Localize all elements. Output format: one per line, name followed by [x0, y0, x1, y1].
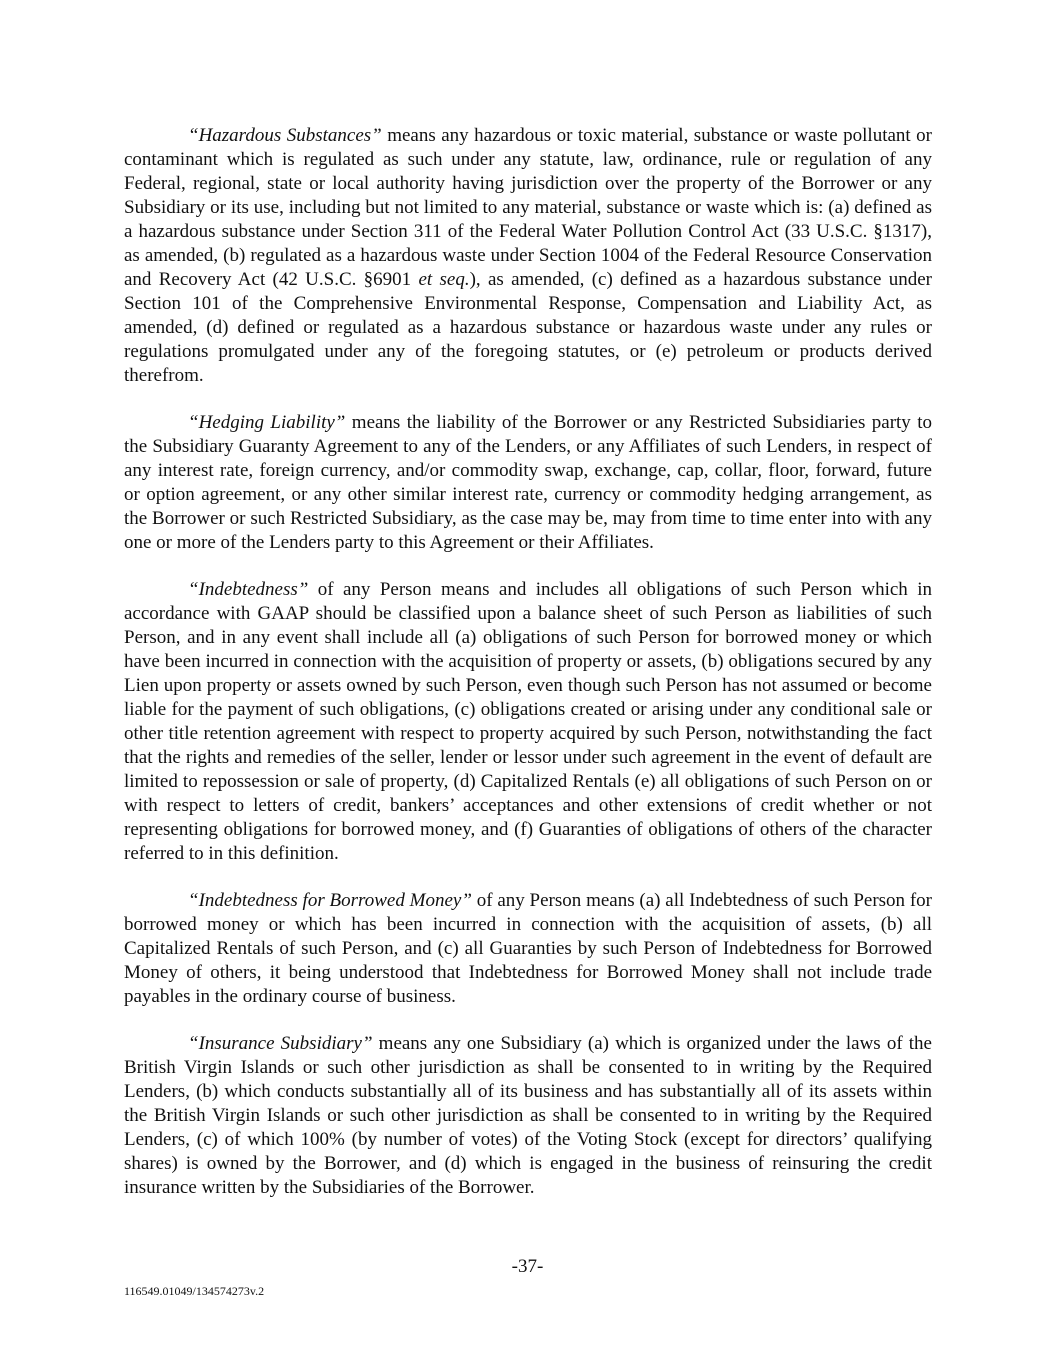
definition-hedging-liability — [124, 411, 932, 555]
definition-indebtedness-for-borrowed-money — [124, 889, 932, 1009]
page-number: -37- — [511, 1256, 544, 1277]
definition-indebtedness — [124, 578, 932, 866]
definition-text: ), as amended, (c) defined as a hazardous substance under Section 101 of the Comprehensive Environmental Response, Compensation and Liability Act, as amended, (d) defined or regulated as a hazardous substance or hazardous waste under any rules or regulations promulgated under any of the foregoing statutes, or (e) petroleum or products derived therefrom. — [124, 269, 933, 386]
definition-text: of any Person means (a) all Indebtedness of such Person for borrowed money or which has been incurred in connection with the acquisition of assets, (b) all Capitalized Rentals of such Person, and (c) all Guaranties by such Person of Indebtedness for Borrowed Money of others, it being understood that Indebtedness for Borrowed Money shall not include trade payables in the ordinary course of business. — [124, 890, 932, 1007]
document-body — [124, 124, 932, 1223]
defined-term: “Insurance Subsidiary” — [188, 1033, 373, 1054]
document-id: 116549.01049/134574273v.2 — [124, 1284, 265, 1298]
definition-insurance-subsidiary — [124, 1032, 932, 1200]
definition-text: means any hazardous or toxic material, substance or waste pollutant or contaminant which is regulated as such under any statute, law, ordinance, rule or regulation of any Federal, regional, state or local authority having jurisdiction over the property of the Borrower or any Subsidiary or its use, including but not limited to any material, substance or waste which is: (a) defined as a hazardous substance under Section 311 of the Federal Water Pollution Control Act (33 U.S.C. §1317), as amended, (b) regulated as a hazardous waste under Section 1004 of the Federal Resource Conservation and Recovery Act (42 U.S.C. §6901 — [124, 125, 932, 290]
definition-text: of any Person means and includes all obligations of such Person which in accordance with GAAP should be classified upon a balance sheet of such Person as liabilities of such Person, and in any event shall include all (a) obligations of such Person for borrowed money or which have been incurred in connection with the acquisition of property or assets, (b) obligations secured by any Lien upon property or assets owned by such Person, even though such Person has not assumed or become liable for the payment of such obligations, (c) obligations created or arising under any conditional sale or other title retention agreement with respect to property acquired by such Person, notwithstanding the fact that the rights and remedies of the seller, lender or lessor under such agreement in the event of default are limited to repossession or sale of property, (d) Capitalized Rentals (e) all obligations of such Person on or with respect to letters of credit, bankers’ acceptances and other extensions of credit whether or not representing obligations for borrowed money, and (f) Guaranties of obligations of others of the character referred to in this definition. — [124, 579, 932, 864]
definition-text-italic: et seq. — [418, 269, 470, 290]
defined-term: “Indebtedness” — [188, 579, 309, 600]
definition-hazardous-substances — [124, 124, 932, 388]
definition-text: means the liability of the Borrower or any Restricted Subsidiaries party to the Subsidiary Guaranty Agreement to any of the Lenders, or any Affiliates of such Lenders, in respect of any interest rate, foreign currency, and/or commodity swap, exchange, cap, collar, floor, forward, future or option agreement, or any other similar interest rate, currency or commodity hedging arrangement, as the Borrower or such Restricted Subsidiary, as the case may be, may from time to time enter into with any one or more of the Lenders party to this Agreement or their Affiliates. — [124, 412, 932, 553]
defined-term: “Indebtedness for Borrowed Money” — [188, 890, 472, 911]
definition-text: means any one Subsidiary (a) which is organized under the laws of the British Virgin Islands or such other jurisdiction as shall be consented to in writing by the Required Lenders, (b) which conducts substantially all of its business and has substantially all of its assets within the British Virgin Islands or such other jurisdiction as shall be consented to in writing by the Required Lenders, (c) of which 100% (by number of votes) of the Voting Stock (except for directors’ qualifying shares) is owned by the Borrower, and (d) which is engaged in the business of reinsuring the credit insurance written by the Subsidiaries of the Borrower. — [124, 1033, 932, 1198]
defined-term: “Hedging Liability” — [188, 412, 346, 433]
defined-term: “Hazardous Substances” — [188, 125, 382, 146]
